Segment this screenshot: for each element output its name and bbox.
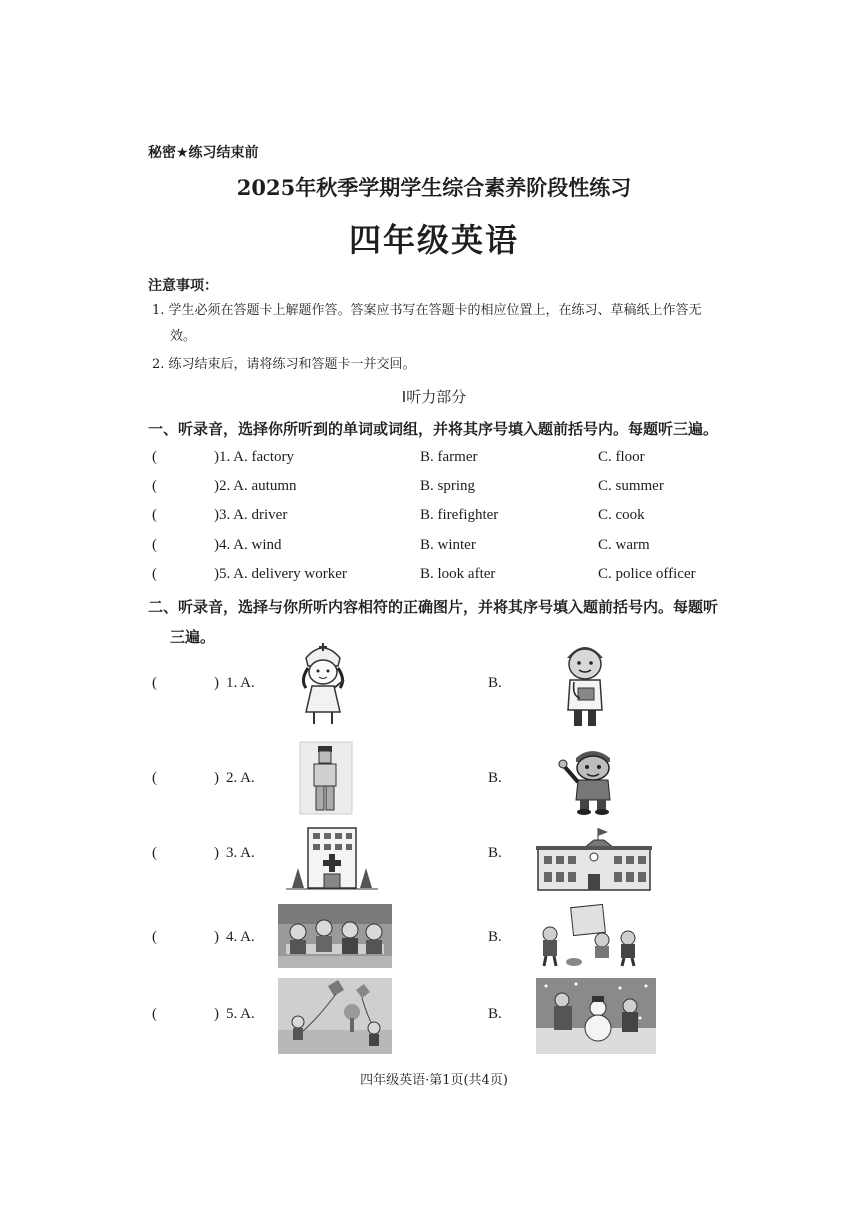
answer-paren-open: ( [152,537,157,553]
note-item-1: 1. 学生必须在答题卡上解题作答。答案应书写在答题卡的相应位置上，在练习、草稿纸上作答无 [152,303,702,318]
s2-question-3 [152,845,792,875]
s2-q2-label-b: B. [488,770,502,786]
answer-paren-close: ) [214,675,219,691]
s1-q1-option-b: B. farmer [420,449,478,465]
answer-paren-close: ) [214,770,219,786]
s1-q2-option-c: C. summer [598,478,664,494]
s1-q2-option-a [214,478,297,495]
answer-paren-open: ( [152,845,157,861]
s1-q4-option-c: C. warm [598,537,650,553]
s1-question-2 [152,478,792,506]
exam-title: 2025年秋季学期学生综合素养阶段性练习 [236,175,632,200]
section1-instruction: 一、听录音，选择你所听到的单词或词组，并将其序号填入题前括号内。每题听三遍。 [148,420,719,438]
answer-paren-close: ) [214,478,219,494]
s2-q5-label-a: 5. A. [226,1006,255,1022]
s1-question-3 [152,507,792,535]
nurse-picture [292,636,354,728]
answer-paren-open: ( [152,507,157,523]
answer-paren-close: ) [214,929,219,945]
s1-q3-option-c: C. cook [598,507,645,523]
s1-q1-option-a [214,449,294,466]
answer-paren-close: ) [214,566,219,582]
s2-q3-label-b: B. [488,845,502,861]
s2-q1-label-a: 1. A. [226,675,255,691]
notes-heading: 注意事项： [148,278,218,294]
page-footer: 四年级英语·第1页(共4页) [360,1073,508,1088]
section2-instruction [148,592,788,652]
s2-q1-label-b: B. [488,675,502,691]
s1-q3-option-b: B. firefighter [420,507,499,523]
section2-instruction-line2: 三遍。 [170,628,216,646]
answer-paren-open: ( [152,478,157,494]
part-title: Ⅰ听力部分 [401,388,467,406]
answer-paren-close: ) [214,1006,219,1022]
man-picture [296,738,356,816]
school-picture [534,826,654,892]
snowman-picture [536,978,656,1054]
option-a: 4. A. wind [219,537,282,553]
s2-question-5 [152,1006,792,1036]
s1-q2-option-b: B. spring [420,478,476,494]
note-item-2: 2. 练习结束后，请将练习和答题卡一并交回。 [152,357,416,372]
s1-q4-option-b: B. winter [420,537,476,553]
s2-question-2 [152,770,792,800]
kite-flying-picture [278,978,392,1054]
answer-paren-open: ( [152,449,157,465]
note-item-1-cont: 效。 [170,329,197,344]
s2-question-1 [152,675,792,705]
doctor-picture [554,636,616,728]
s2-q5-label-b: B. [488,1006,502,1022]
answer-paren-open: ( [152,675,157,691]
kids-painting-picture [536,902,646,968]
s2-q3-label-a: 3. A. [226,845,255,861]
option-a: 3. A. driver [219,507,288,523]
option-a: 1. A. factory [219,449,294,465]
answer-paren-close: ) [214,537,219,553]
s1-q5-option-a [214,566,347,583]
s1-question-4 [152,537,792,565]
option-a: 5. A. delivery worker [219,566,347,582]
answer-paren-open: ( [152,1006,157,1022]
classroom-kids-picture [278,904,392,968]
option-a: 2. A. autumn [219,478,297,494]
s1-question-5 [152,566,792,594]
answer-paren-open: ( [152,929,157,945]
s1-q5-option-c: C. police officer [598,566,696,582]
answer-paren-open: ( [152,566,157,582]
s2-q4-label-a: 4. A. [226,929,255,945]
s1-q4-option-a [214,537,282,554]
s1-q5-option-b: B. look after [420,566,496,582]
answer-paren-close: ) [214,507,219,523]
s2-question-4 [152,929,792,959]
answer-paren-close: ) [214,845,219,861]
s1-q3-option-a [214,507,287,524]
answer-paren-open: ( [152,770,157,786]
s1-q1-option-c: C. floor [598,449,645,465]
s2-q2-label-a: 2. A. [226,770,255,786]
s1-question-1 [152,449,792,477]
hospital-picture [286,824,378,892]
answer-paren-close: ) [214,449,219,465]
exam-subtitle: 四年级英语 [348,221,519,259]
s2-q4-label-b: B. [488,929,502,945]
section2-instruction-line1: 二、听录音，选择与你所听内容相符的正确图片，并将其序号填入题前括号内。每题听 [148,598,719,616]
boy-waving-picture [556,744,626,816]
secret-mark: 秘密★练习结束前 [148,145,259,161]
